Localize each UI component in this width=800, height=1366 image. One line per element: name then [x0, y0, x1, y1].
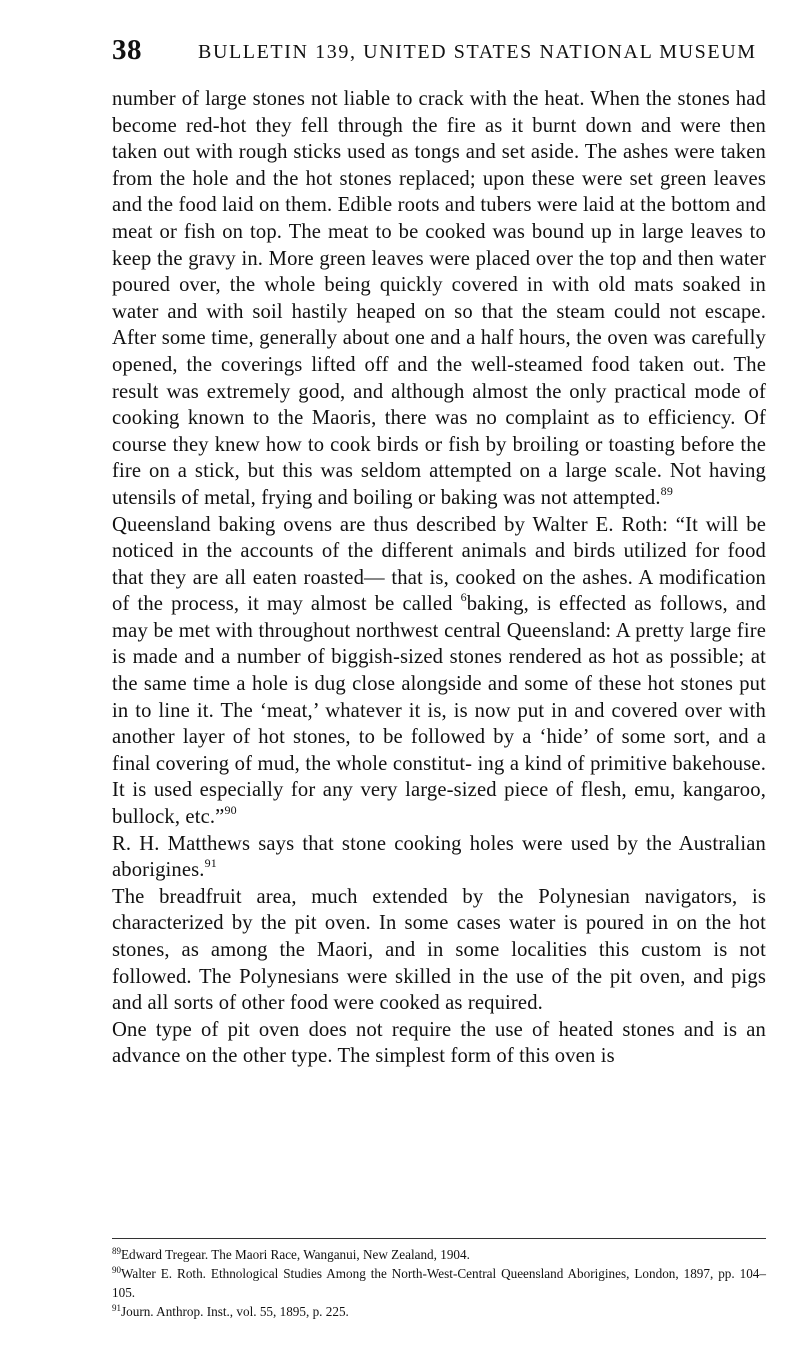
paragraph-3 [112, 831, 766, 884]
footnote-89 [112, 1245, 766, 1264]
paragraph-2-text-a: Queensland baking ovens are thus described by Walter E. Roth: “It will be noticed in the accounts of the different animals and birds utilized for food that they are all eaten roasted— that is, cooked on the ashes. A modification of the process, it may almost be called [112, 513, 766, 616]
paragraph-3-text: R. H. Matthews says that stone cooking holes were used by the Australian aborigines. [112, 832, 766, 882]
inline-mark: 6 [460, 590, 467, 605]
page-header [112, 34, 757, 74]
paragraph-2-text-b: baking, is effected as follows, and may be met with throughout northwest central Queensland: A pretty large fire is made and a number of biggish-sized stones rendered as hot as possible; at the same time a hole is dug close alongside and some of these hot stones put in to line it. The ‘meat,’ whatever it is, is now put in and covered over with another layer of hot stones, to be followed by a ‘hide’ of some sort, and a final covering of mud, the whole constitut- ing a kind of primitive bakehouse. It is used especially for any very large-sized piece of flesh, emu, kangaroo, bullock, etc.” [112, 593, 766, 829]
footnote-text: Walter E. Roth. Ethnological Studies Among the North-West-Central Queensland Aborigines, London, 1897, pp. 104–105. [112, 1266, 766, 1300]
footnote-ref-91: 91 [204, 856, 217, 871]
footnote-text: Journ. Anthrop. Inst., vol. 55, 1895, p. 225. [121, 1304, 349, 1319]
paragraph-5: One type of pit oven does not require the use of heated stones and is an advance on the other type. The simplest form of this oven is [112, 1018, 766, 1068]
footnotes [112, 1245, 766, 1321]
footnote-91 [112, 1302, 766, 1321]
footnote-text: Edward Tregear. The Maori Race, Wanganui, New Zealand, 1904. [121, 1247, 470, 1262]
footnote-number: 89 [112, 1246, 121, 1256]
paragraph-2 [112, 512, 766, 831]
footnote-ref-89: 89 [660, 483, 673, 498]
footnote-90 [112, 1264, 766, 1302]
footnote-number: 90 [112, 1265, 121, 1275]
footnote-number: 91 [112, 1303, 121, 1313]
paragraph-1-text: number of large stones not liable to crack with the heat. When the stones had become red-hot they fell through the fire as it burnt down and were then taken out with rough sticks used as tongs and set aside. The ashes were taken from the hole and the hot stones replaced; upon these were set green leaves and the food laid on them. Edible roots and tubers were laid at the bottom and meat or fish on top. The meat to be cooked was bound up in large leaves to keep the gravy in. More green leaves were placed over the top and then water poured over, the whole being quickly covered in with old mats soaked in water and with soil hastily heaped on so that the steam could not escape. After some time, generally about one and a half hours, the oven was carefully opened, the coverings lifted off and the well-steamed food taken out. The result was extremely good, and although almost the only practical mode of cooking known to the Maoris, there was no complaint as to efficiency. Of course they knew how to cook birds or fish by broiling or toasting before the fire on a stick, but this was seldom attempted on a large scale. Not having utensils of metal, frying and boiling or baking was not attempted. [112, 88, 766, 509]
body-text [112, 86, 766, 1070]
footnote-ref-90: 90 [224, 803, 237, 818]
footnote-divider [112, 1238, 766, 1239]
paragraph-4: The breadfruit area, much extended by the Polynesian navigators, is characterized by the pit oven. In some cases water is poured in on the hot stones, as among the Maori, and in some localities this custom is not followed. The Polynesians were skilled in the use of the pit oven, and pigs and all sorts of other food were cooked as required. [112, 885, 766, 1015]
running-head: BULLETIN 139, UNITED STATES NATIONAL MUSEUM [198, 41, 757, 63]
paragraph-1 [112, 86, 766, 512]
page-number: 38 [112, 34, 142, 66]
